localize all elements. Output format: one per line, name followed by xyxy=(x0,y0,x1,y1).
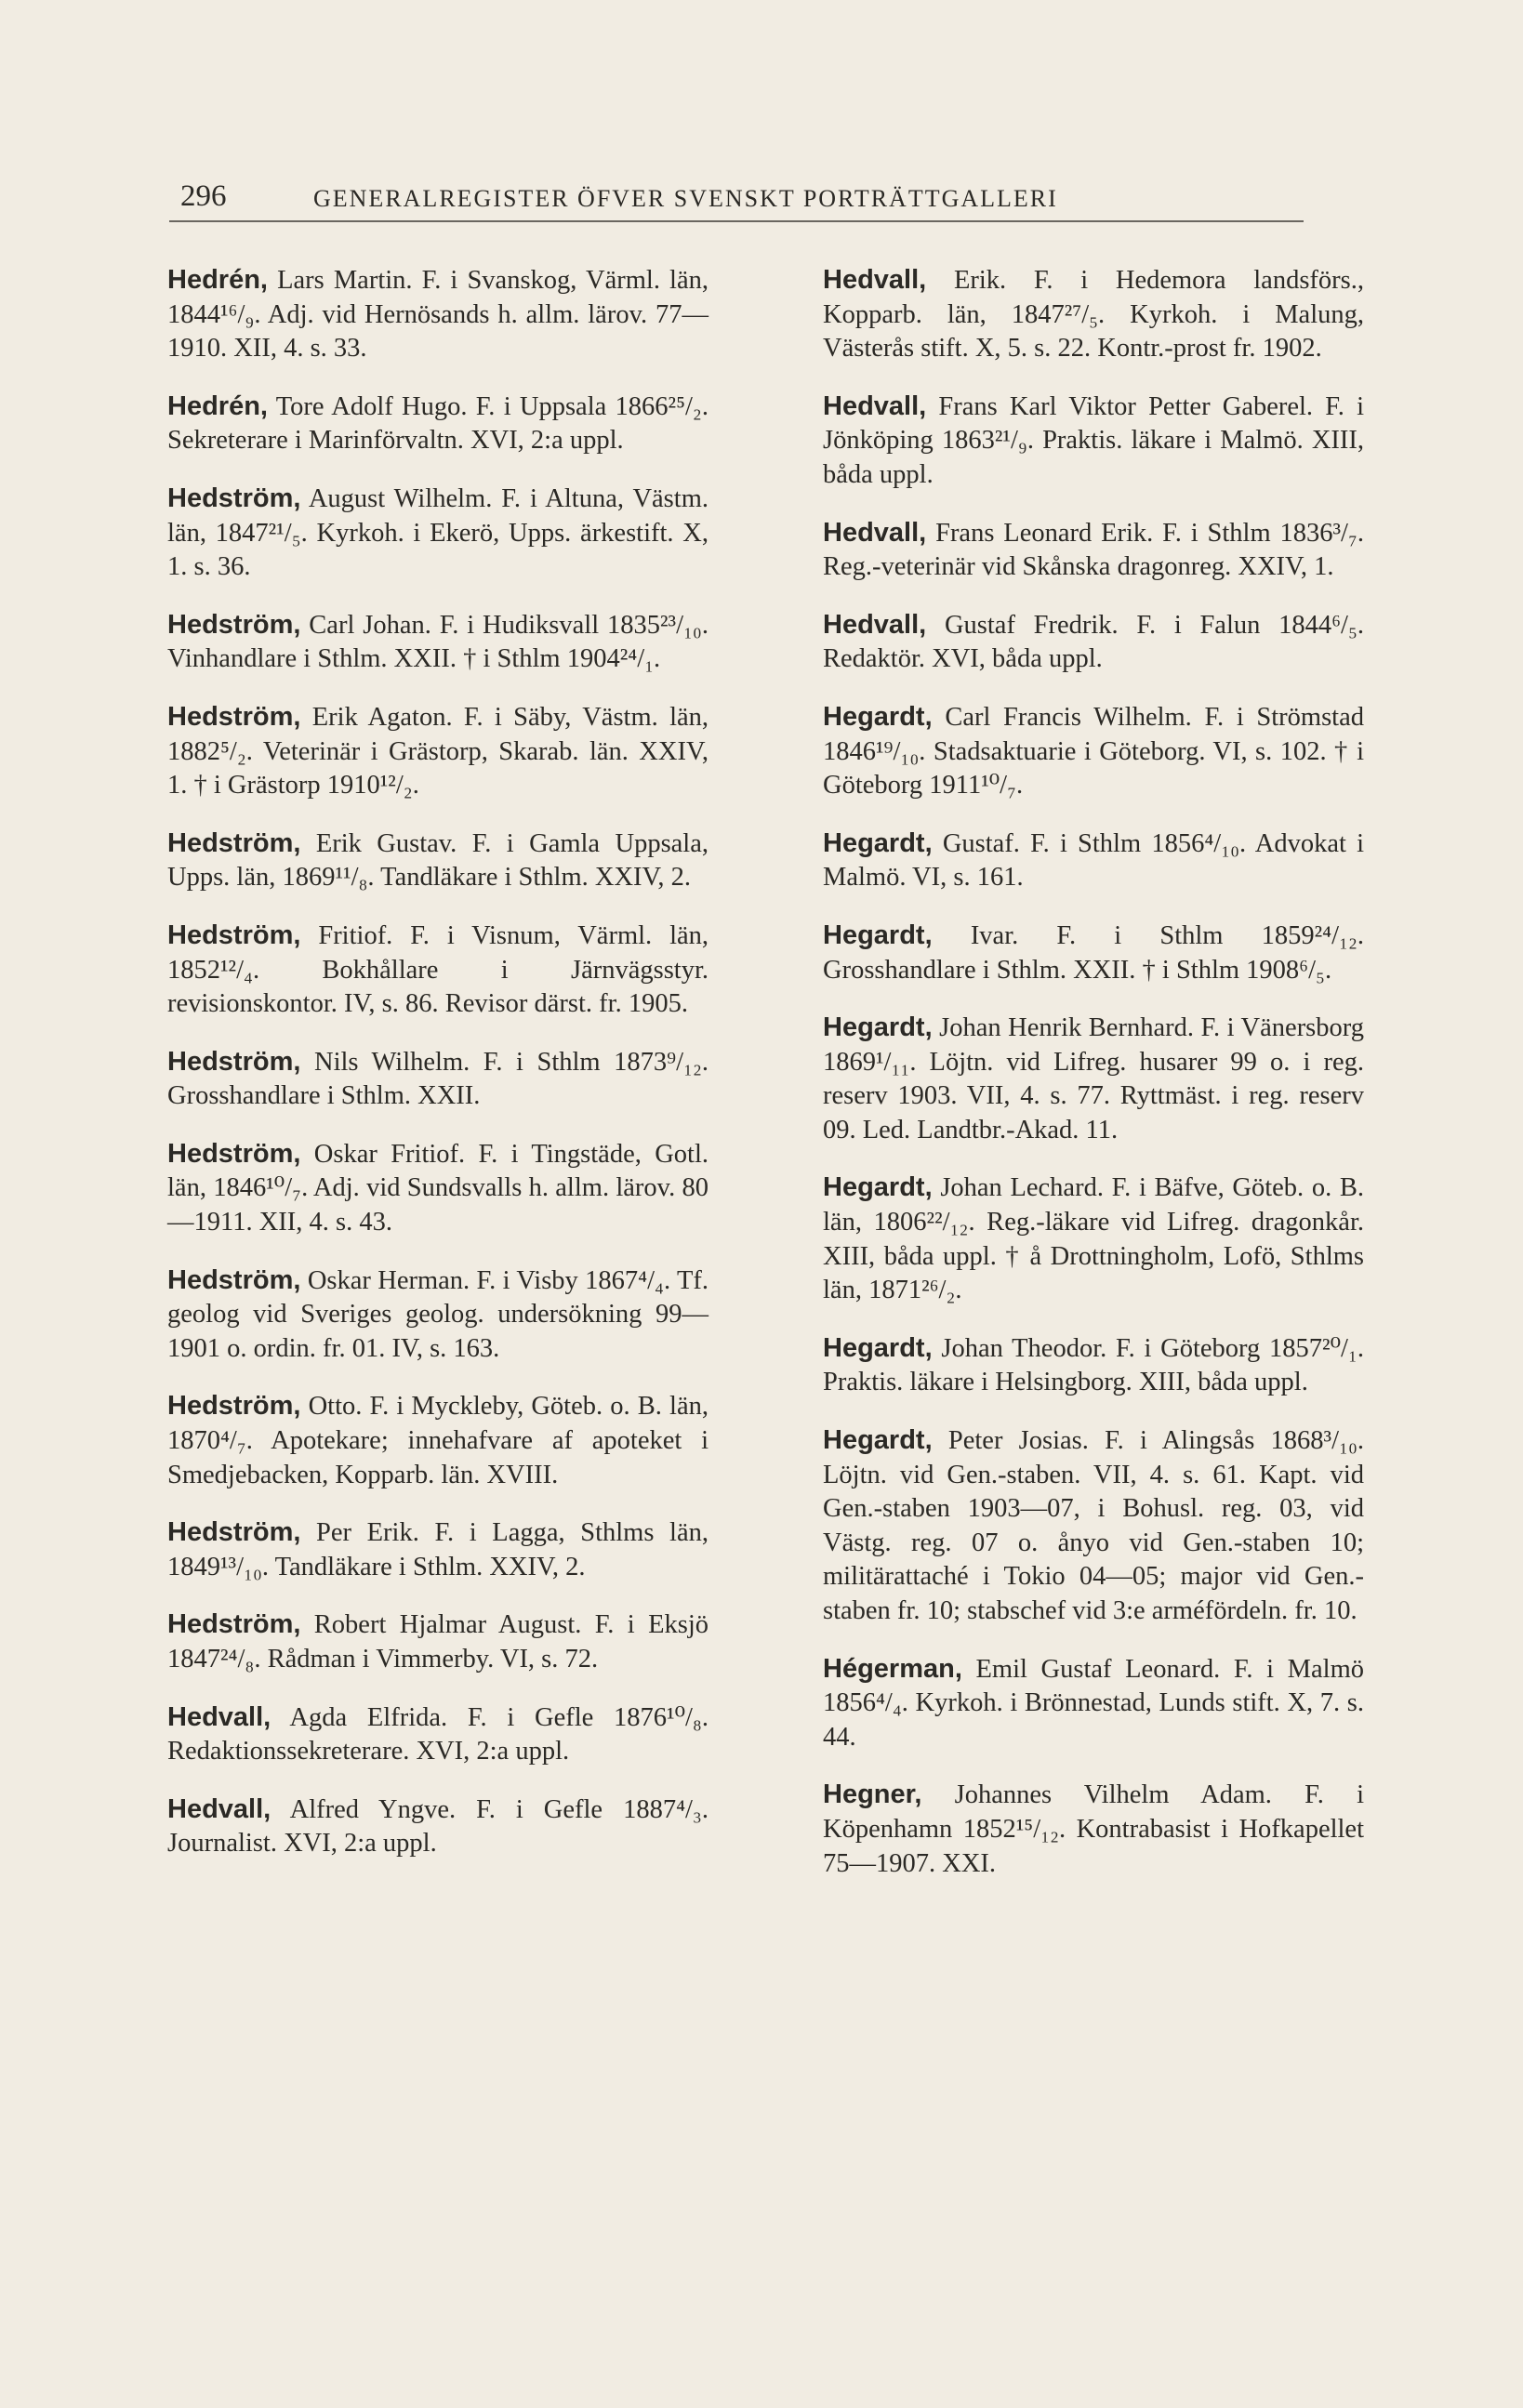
register-entry xyxy=(823,1652,1364,1755)
register-entry xyxy=(167,1264,709,1367)
entry-surname: Hedström, xyxy=(167,701,301,732)
entry-surname: Hegardt, xyxy=(823,1332,933,1363)
entry-text: Johan Henrik Bernhard. F. i Vänersborg 1869¹/₁₁. Löjtn. vid Lifreg. husarer 99 o. i reg. reserv 1903. VII, 4. s. 77. Ryttmäst. i reg. reserv 09. Led. Landtbr.-Akad. 11. xyxy=(823,1013,1365,1144)
right-column xyxy=(823,263,1364,1904)
register-entry xyxy=(167,390,709,458)
register-entry xyxy=(823,1171,1364,1307)
register-entry xyxy=(823,516,1364,585)
entry-surname: Hedrén, xyxy=(167,390,268,421)
entry-surname: Hedström, xyxy=(167,920,301,950)
entry-text: Erik Agaton. F. i Säby, Västm. län, 1882⁵/₂. Veterinär i Grästorp, Skarab. län. XXIV, 1. † i Grästorp 1910¹²/₂. xyxy=(167,702,709,800)
entry-text: Per Erik. F. i Lagga, Sthlms län, 1849¹³/₁₀. Tandläkare i Sthlm. XXIV, 2. xyxy=(167,1518,709,1581)
entry-text: Fritiof. F. i Visnum, Värml. län, 1852¹²/₄. Bokhållare i Järnvägsstyr. revisionskontor. IV, s. 86. Revisor därst. fr. 1905. xyxy=(167,920,709,1019)
entry-text: Carl Johan. F. i Hudiksvall 1835²³/₁₀. Vinhandlare i Sthlm. XXII. † i Sthlm 1904²⁴/₁. xyxy=(167,610,709,674)
entry-text: Erik Gustav. F. i Gamla Uppsala, Upps. län, 1869¹¹/₈. Tandläkare i Sthlm. XXIV, 2. xyxy=(167,828,709,893)
entry-text: Otto. F. i Myckleby, Göteb. o. B. län, 1870⁴/₇. Apotekare; innehafvare af apoteket i Smedjebacken, Kopparb. län. XVIII. xyxy=(167,1392,709,1489)
entry-surname: Hedström, xyxy=(167,609,301,640)
entry-text: August Wilhelm. F. i Altuna, Västm. län, 1847²¹/₅. Kyrkoh. i Ekerö, Upps. ärkestift. X, 1. s. 36. xyxy=(167,483,709,582)
register-entry xyxy=(823,919,1364,987)
page-header xyxy=(169,179,1304,222)
register-entry xyxy=(167,1389,709,1492)
entry-text: Lars Martin. F. i Svanskog, Värml. län, 1844¹⁶/₉. Adj. vid Hernösands h. allm. lärov. 77—1910. XII, 4. s. 33. xyxy=(167,266,709,364)
register-entry xyxy=(823,1778,1364,1881)
entry-text: Tore Adolf Hugo. F. i Uppsala 1866²⁵/₂. Sekreterare i Marinförvaltn. XVI, 2:a uppl. xyxy=(167,391,709,456)
entry-text: Oskar Fritiof. F. i Tingstäde, Gotl. län, 1846¹⁰/₇. Adj. vid Sundsvalls h. allm. lärov. 80—1911. XII, 4. s. 43. xyxy=(167,1139,709,1237)
register-entry xyxy=(823,263,1364,366)
entry-surname: Hedström, xyxy=(167,1046,301,1077)
entry-surname: Hedvall, xyxy=(823,390,927,421)
entry-text: Agda Elfrida. F. i Gefle 1876¹⁰/₈. Redaktionssekreterare. XVI, 2:a uppl. xyxy=(167,1702,709,1766)
entry-surname: Hegardt, xyxy=(823,827,933,858)
left-column xyxy=(167,263,709,1885)
entry-surname: Hedström, xyxy=(167,827,301,858)
entry-text: Johannes Vilhelm Adam. F. i Köpenhamn 1852¹⁵/₁₂. Kontrabasist i Hofkapellet 75—1907. XXI. xyxy=(823,1780,1364,1878)
register-entry xyxy=(823,700,1364,803)
entry-surname: Hedström, xyxy=(167,1517,301,1548)
entry-surname: Hegner, xyxy=(823,1780,922,1810)
running-title: GENERALREGISTER ÖFVER SVENSKT PORTRÄTTGALLERI xyxy=(313,185,1058,212)
entry-text: Nils Wilhelm. F. i Sthlm 1873⁹/₁₂. Grosshandlare i Sthlm. XXII. xyxy=(167,1047,709,1111)
entry-surname: Hedström, xyxy=(167,1138,301,1169)
entry-surname: Hedrén, xyxy=(167,265,268,295)
entry-text: Peter Josias. F. i Alingsås 1868³/₁₀. Löjtn. vid Gen.-staben. VII, 4. s. 61. Kapt. vid Gen.-staben 1903—07, i Bohusl. reg. 03, vid Västg. reg. 07 o. ånyo vid Gen.-staben 10; militärattaché i Tokio 04—05; major vid Gen.-staben fr. 10; stabschef vid 3:e arméfördeln. fr. 10. xyxy=(823,1426,1365,1625)
register-entry xyxy=(167,919,709,1022)
entry-surname: Hedvall, xyxy=(823,609,927,640)
entry-surname: Hegardt, xyxy=(823,920,933,950)
register-entry xyxy=(167,1793,709,1861)
page-number: 296 xyxy=(180,179,227,213)
register-entry xyxy=(167,700,709,803)
entry-surname: Hedström, xyxy=(167,1391,301,1422)
register-entry xyxy=(167,1137,709,1240)
entry-text: Ivar. F. i Sthlm 1859²⁴/₁₂. Grosshandlare i Sthlm. XXII. † i Sthlm 1908⁶/₅. xyxy=(823,920,1365,985)
entry-surname: Hedström, xyxy=(167,483,301,513)
register-entry xyxy=(823,1423,1364,1629)
register-entry xyxy=(167,827,709,895)
entry-surname: Hedvall, xyxy=(823,265,927,295)
entry-surname: Hedström, xyxy=(167,1609,301,1640)
entry-text: Gustaf Fredrik. F. i Falun 1844⁶/₅. Redaktör. XVI, båda uppl. xyxy=(823,610,1365,674)
entry-surname: Hedvall, xyxy=(167,1701,271,1732)
register-entry xyxy=(823,608,1364,677)
entry-surname: Hedvall, xyxy=(823,517,927,548)
entry-surname: Hegardt, xyxy=(823,1012,933,1043)
entry-text: Carl Francis Wilhelm. F. i Strömstad 1846¹⁹/₁₀. Stadsaktuarie i Göteborg. VI, s. 102. † i Göteborg 1911¹⁰/₇. xyxy=(823,702,1365,800)
entry-text: Johan Theodor. F. i Göteborg 1857²⁰/₁. Praktis. läkare i Helsingborg. XIII, båda uppl. xyxy=(823,1333,1364,1397)
entry-text: Frans Leonard Erik. F. i Sthlm 1836³/₇. Reg.-veterinär vid Skånska dragonreg. XXIV, 1. xyxy=(823,518,1365,582)
entry-text: Johan Lechard. F. i Bäfve, Göteb. o. B. län, 1806²²/₁₂. Reg.-läkare vid Lifreg. dragonkår. XIII, båda uppl. † å Drottningholm, Lofö, Sthlms län, 1871²⁶/₂. xyxy=(823,1173,1364,1305)
register-entry xyxy=(167,1700,709,1769)
register-entry xyxy=(167,608,709,677)
register-entry xyxy=(167,1608,709,1676)
register-entry xyxy=(167,263,709,366)
entry-text: Alfred Yngve. F. i Gefle 1887⁴/₃. Journalist. XVI, 2:a uppl. xyxy=(167,1794,709,1859)
register-entry xyxy=(823,390,1364,493)
register-entry xyxy=(823,1331,1364,1400)
register-entry xyxy=(167,482,709,585)
entry-text: Robert Hjalmar August. F. i Eksjö 1847²⁴/₈. Rådman i Vimmerby. VI, s. 72. xyxy=(167,1610,709,1674)
entry-text: Frans Karl Viktor Petter Gaberel. F. i Jönköping 1863²¹/₉. Praktis. läkare i Malmö. XIII, båda uppl. xyxy=(823,391,1365,489)
entry-surname: Hegardt, xyxy=(823,1172,933,1203)
entry-surname: Hedström, xyxy=(167,1264,301,1295)
register-entry xyxy=(167,1515,709,1584)
entry-surname: Hegardt, xyxy=(823,701,933,732)
register-entry xyxy=(823,1011,1364,1147)
entry-surname: Hedvall, xyxy=(167,1793,271,1824)
entry-text: Erik. F. i Hedemora landsförs., Kopparb. län, 1847²⁷/₅. Kyrkoh. i Malung, Västerås stift. X, 5. s. 22. Kontr.-prost fr. 1902. xyxy=(823,266,1365,364)
register-entry xyxy=(167,1045,709,1114)
entry-surname: Hegardt, xyxy=(823,1425,933,1456)
entry-text: Oskar Herman. F. i Visby 1867⁴/₄. Tf. geolog vid Sveriges geolog. undersökning 99—1901 o. ordin. fr. 01. IV, s. 163. xyxy=(167,1265,709,1363)
entry-surname: Hégerman, xyxy=(823,1653,962,1684)
entry-text: Emil Gustaf Leonard. F. i Malmö 1856⁴/₄. Kyrkoh. i Brönnestad, Lunds stift. X, 7. s. 44. xyxy=(823,1654,1364,1752)
entry-text: Gustaf. F. i Sthlm 1856⁴/₁₀. Advokat i Malmö. VI, s. 161. xyxy=(823,828,1364,893)
register-entry xyxy=(823,827,1364,895)
